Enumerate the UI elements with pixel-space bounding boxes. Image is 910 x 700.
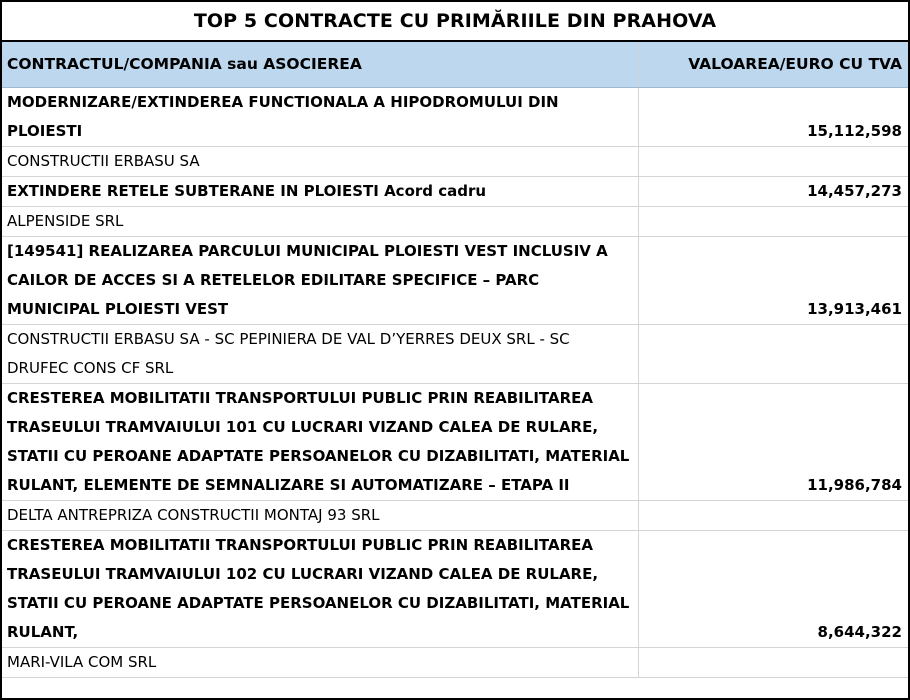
company-name: MARI-VILA COM SRL (2, 648, 638, 678)
contract-row (2, 88, 908, 147)
contract-value: 15,112,598 (638, 88, 908, 147)
company-value-empty (638, 207, 908, 237)
company-row (2, 648, 908, 678)
contract-name: CRESTEREA MOBILITATII TRANSPORTULUI PUBLIC PRIN REABILITAREA TRASEULUI TRAMVAIULUI 101 CU LUCRARI VIZAND CALEA DE RULARE, STATII CU PEROANE ADAPTATE PERSOANELOR CU DIZABILITATI, MATERIAL RULANT, ELEMENTE DE SEMNALIZARE SI AUTOMATIZARE – ETAPA II (2, 384, 638, 501)
contract-row (2, 384, 908, 501)
company-row (2, 325, 908, 384)
company-row (2, 147, 908, 177)
contracts-table (2, 42, 908, 678)
contract-row (2, 531, 908, 648)
contract-value: 11,986,784 (638, 384, 908, 501)
company-row (2, 207, 908, 237)
company-value-empty (638, 147, 908, 177)
header-row (2, 42, 908, 88)
contract-row (2, 177, 908, 207)
contract-name: MODERNIZARE/EXTINDEREA FUNCTIONALA A HIPODROMULUI DIN PLOIESTI (2, 88, 638, 147)
contract-value: 14,457,273 (638, 177, 908, 207)
company-name: CONSTRUCTII ERBASU SA (2, 147, 638, 177)
company-name: DELTA ANTREPRIZA CONSTRUCTII MONTAJ 93 SRL (2, 501, 638, 531)
contract-row (2, 237, 908, 325)
contract-value: 8,644,322 (638, 531, 908, 648)
contract-name: EXTINDERE RETELE SUBTERANE IN PLOIESTI Acord cadru (2, 177, 638, 207)
company-value-empty (638, 648, 908, 678)
header-contract-company: CONTRACTUL/COMPANIA sau ASOCIEREA (2, 42, 638, 88)
company-value-empty (638, 501, 908, 531)
table-title: TOP 5 CONTRACTE CU PRIMĂRIILE DIN PRAHOVA (2, 2, 908, 42)
company-name: ALPENSIDE SRL (2, 207, 638, 237)
company-name: CONSTRUCTII ERBASU SA - SC PEPINIERA DE VAL D’YERRES DEUX SRL - SC DRUFEC CONS CF SRL (2, 325, 638, 384)
contract-value: 13,913,461 (638, 237, 908, 325)
contract-name: CRESTEREA MOBILITATII TRANSPORTULUI PUBLIC PRIN REABILITAREA TRASEULUI TRAMVAIULUI 102 CU LUCRARI VIZAND CALEA DE RULARE, STATII CU PEROANE ADAPTATE PERSOANELOR CU DIZABILITATI, MATERIAL RULANT, (2, 531, 638, 648)
company-row (2, 501, 908, 531)
company-value-empty (638, 325, 908, 384)
contract-name: [149541] REALIZAREA PARCULUI MUNICIPAL PLOIESTI VEST INCLUSIV A CAILOR DE ACCES SI A RETELELOR EDILITARE SPECIFICE – PARC MUNICIPAL PLOIESTI VEST (2, 237, 638, 325)
header-value: VALOAREA/EURO CU TVA (638, 42, 908, 88)
